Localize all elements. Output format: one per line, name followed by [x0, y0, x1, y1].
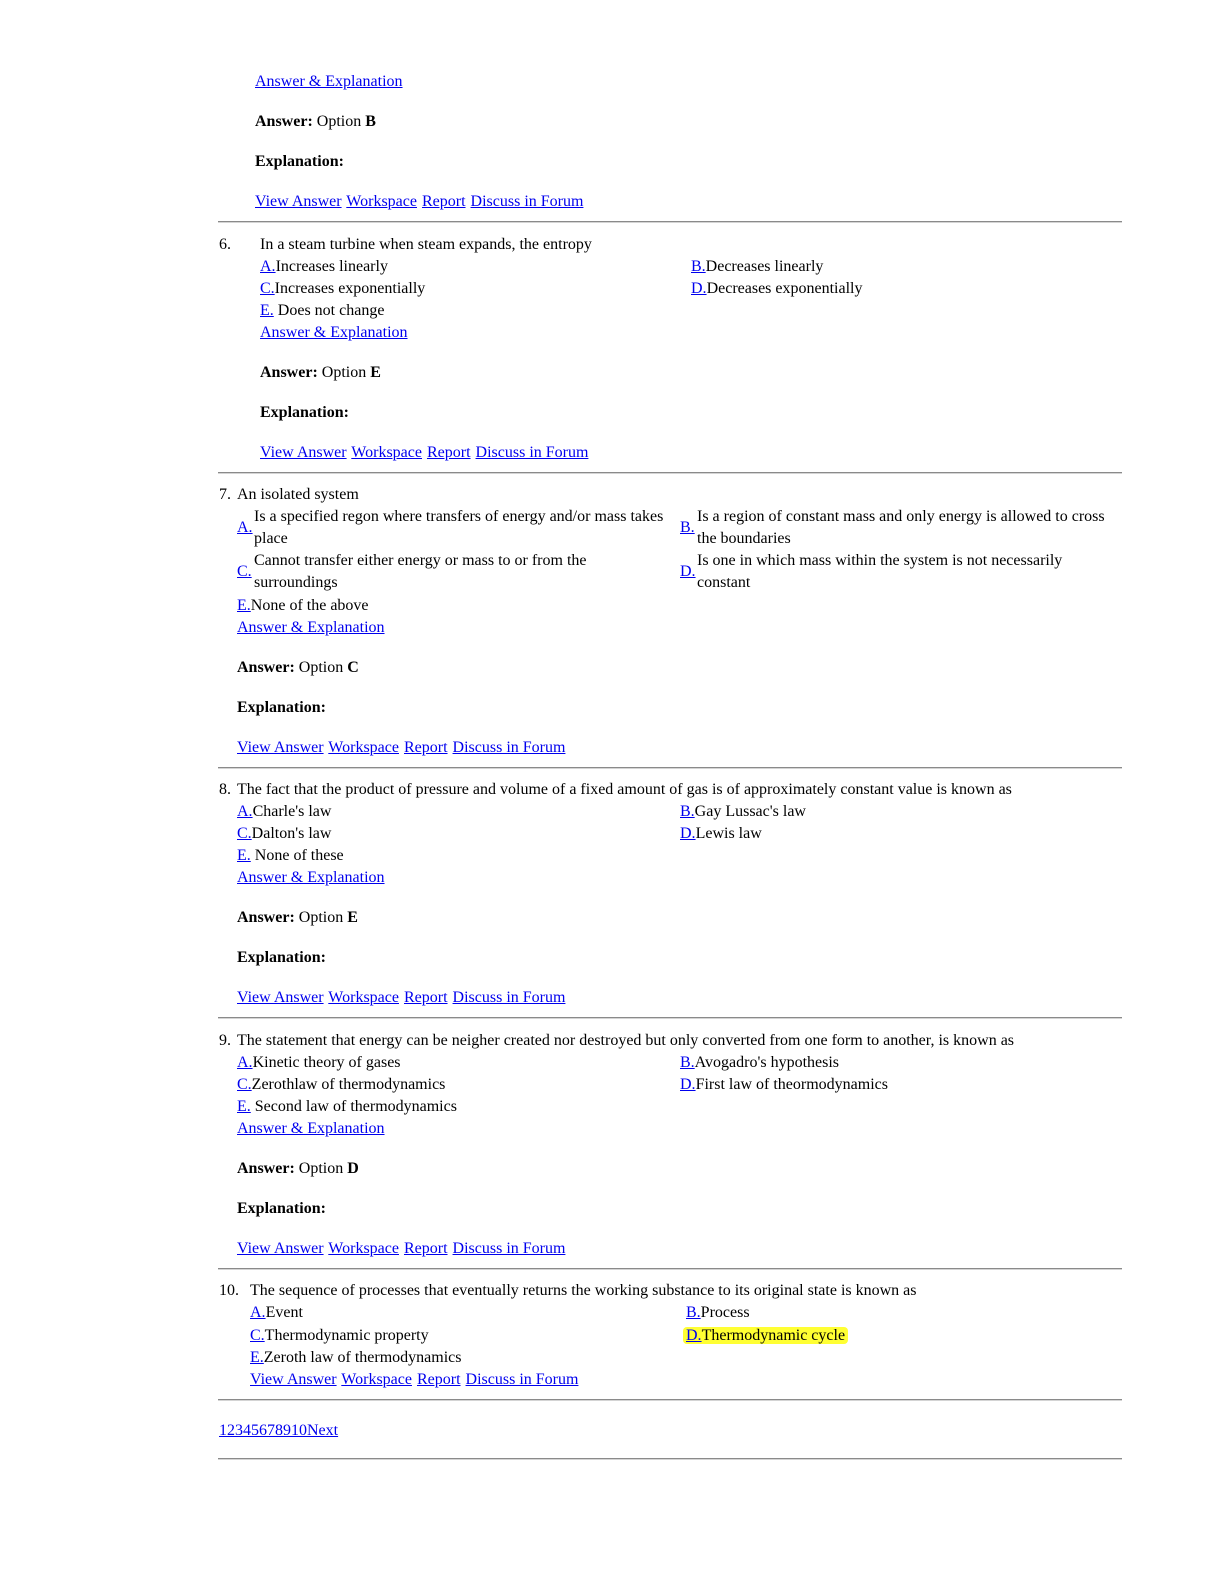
discuss-in-forum-link[interactable]: Discuss in Forum [475, 444, 589, 461]
option-d-highlighted [686, 1325, 848, 1347]
view-answer-link[interactable]: View Answer [255, 193, 342, 210]
option-letter[interactable]: A. [237, 519, 253, 536]
question-text: In a steam turbine when steam expands, the entropy [260, 236, 592, 253]
question-text: The sequence of processes that eventually returns the working substance to its original state is known as [250, 1282, 917, 1299]
view-answer-link[interactable]: View Answer [260, 444, 347, 461]
question-text: An isolated system [237, 486, 359, 503]
question-number: 9. [219, 1032, 231, 1049]
option-letter[interactable]: E. [237, 1098, 251, 1115]
workspace-link[interactable]: Workspace [346, 193, 417, 210]
option-letter[interactable]: D. [680, 1076, 696, 1093]
explanation-label: Explanation: [237, 1200, 326, 1217]
option-e: E. Does not change [260, 302, 385, 319]
view-answer-link[interactable]: View Answer [237, 989, 324, 1006]
action-links [237, 987, 566, 1009]
report-link[interactable]: Report [403, 1240, 448, 1257]
report-link[interactable]: Report [403, 739, 448, 756]
option-e: E. None of these [237, 847, 344, 864]
workspace-link[interactable]: Workspace [341, 1371, 412, 1388]
option-letter[interactable]: D. [691, 280, 707, 297]
pagination [219, 1420, 338, 1442]
option-c: C.Zerothlaw of thermodynamics [237, 1076, 446, 1093]
option-e: E.Zeroth law of thermodynamics [250, 1349, 462, 1366]
discuss-in-forum-link[interactable]: Discuss in Forum [452, 739, 566, 756]
divider [218, 767, 1122, 769]
option-a: A.Kinetic theory of gases [237, 1054, 401, 1071]
option-letter[interactable]: A. [237, 1054, 253, 1071]
option-letter[interactable]: C. [260, 280, 275, 297]
answer-line: Answer: Option B [255, 113, 376, 130]
option-letter[interactable]: C. [250, 1327, 265, 1344]
report-link[interactable]: Report [426, 444, 471, 461]
question-number: 10. [219, 1282, 239, 1299]
option-letter[interactable]: B. [691, 258, 706, 275]
explanation-label: Explanation: [255, 153, 344, 170]
option-a: A.Increases linearly [260, 258, 388, 275]
discuss-in-forum-link[interactable]: Discuss in Forum [452, 989, 566, 1006]
action-links [260, 442, 589, 464]
option-e: E.None of the above [237, 597, 369, 614]
answer-explanation-link[interactable]: Answer & Explanation [260, 324, 408, 341]
option-letter[interactable]: A. [250, 1304, 266, 1321]
answer-explanation-link[interactable]: Answer & Explanation [237, 869, 385, 886]
option-d: D.First law of theormodynamics [680, 1076, 888, 1093]
discuss-in-forum-link[interactable]: Discuss in Forum [452, 1240, 566, 1257]
option-letter[interactable]: B. [680, 519, 695, 536]
workspace-link[interactable]: Workspace [328, 989, 399, 1006]
option-c: C.Thermodynamic property [250, 1327, 429, 1344]
option-letter[interactable]: A. [260, 258, 276, 275]
view-answer-link[interactable]: View Answer [237, 1240, 324, 1257]
option-letter[interactable]: E. [260, 302, 274, 319]
answer-explanation-link[interactable]: Answer & Explanation [255, 73, 403, 90]
option-letter[interactable]: D. [680, 563, 696, 580]
option-letter[interactable]: A. [237, 803, 253, 820]
option-letter[interactable]: E. [237, 847, 251, 864]
option-c: C.Dalton's law [237, 825, 332, 842]
divider [218, 1399, 1122, 1401]
option-letter[interactable]: E. [237, 597, 251, 614]
answer-line: Answer: Option E [237, 909, 358, 926]
option-letter[interactable]: D. [686, 1327, 702, 1344]
workspace-link[interactable]: Workspace [328, 739, 399, 756]
explanation-label: Explanation: [260, 404, 349, 421]
discuss-in-forum-link[interactable]: Discuss in Forum [470, 193, 584, 210]
answer-line: Answer: Option E [260, 364, 381, 381]
question-number: 8. [219, 781, 231, 798]
page-numbers-link[interactable]: 12345678910 [219, 1422, 307, 1439]
action-links [237, 1238, 566, 1260]
option-letter[interactable]: B. [680, 1054, 695, 1071]
option-letter[interactable]: C. [237, 1076, 252, 1093]
option-d: D.Decreases exponentially [691, 280, 863, 297]
workspace-link[interactable]: Workspace [328, 1240, 399, 1257]
divider [218, 221, 1122, 223]
question-text: The fact that the product of pressure and volume of a fixed amount of gas is of approximately constant value is known as [237, 781, 1012, 798]
workspace-link[interactable]: Workspace [351, 444, 422, 461]
option-b: B.Gay Lussac's law [680, 803, 806, 820]
option-a: A.Charle's law [237, 803, 332, 820]
question-number: 6. [219, 236, 231, 253]
divider [218, 1017, 1122, 1019]
option-letter[interactable]: D. [680, 825, 696, 842]
option-c: C.Increases exponentially [260, 280, 426, 297]
next-page-link[interactable]: Next [307, 1422, 339, 1439]
action-links [237, 737, 566, 759]
option-letter[interactable]: C. [237, 825, 252, 842]
option-letter[interactable]: B. [686, 1304, 701, 1321]
answer-highlight: D.Thermodynamic cycle [683, 1327, 848, 1344]
discuss-in-forum-link[interactable]: Discuss in Forum [465, 1371, 579, 1388]
option-letter[interactable]: B. [680, 803, 695, 820]
option-b: B.Process [686, 1304, 750, 1321]
option-d: D.Lewis law [680, 825, 762, 842]
answer-explanation-link[interactable]: Answer & Explanation [237, 1120, 385, 1137]
option-a: A.Event [250, 1304, 303, 1321]
view-answer-link[interactable]: View Answer [250, 1371, 337, 1388]
question-number: 7. [219, 486, 231, 503]
divider [218, 472, 1122, 474]
option-b: B.Avogadro's hypothesis [680, 1054, 840, 1071]
explanation-label: Explanation: [237, 949, 326, 966]
report-link[interactable]: Report [403, 989, 448, 1006]
answer-explanation-link[interactable]: Answer & Explanation [237, 619, 385, 636]
question-text: The statement that energy can be neigher created nor destroyed but only converted from one form to another, is known as [237, 1032, 1015, 1049]
report-link[interactable]: Report [421, 193, 466, 210]
answer-line: Answer: Option C [237, 659, 359, 676]
answer-line: Answer: Option D [237, 1160, 359, 1177]
action-links [250, 1369, 579, 1391]
report-link[interactable]: Report [416, 1371, 461, 1388]
option-e: E. Second law of thermodynamics [237, 1098, 457, 1115]
explanation-label: Explanation: [237, 699, 326, 716]
view-answer-link[interactable]: View Answer [237, 739, 324, 756]
option-letter[interactable]: C. [237, 563, 252, 580]
option-letter[interactable]: E. [250, 1349, 264, 1366]
divider [218, 1268, 1122, 1270]
option-b: B.Decreases linearly [691, 258, 824, 275]
divider [218, 1458, 1122, 1460]
action-links [255, 191, 584, 213]
